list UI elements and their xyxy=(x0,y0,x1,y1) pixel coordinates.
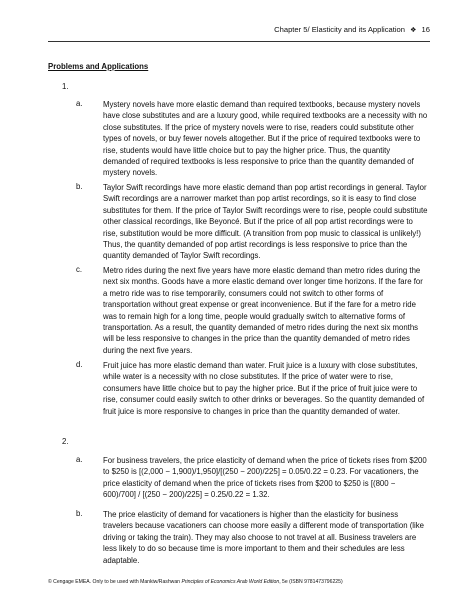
item-text: Taylor Swift recordings have more elastic demand than pop artist recordings in general. Taylor Swift recordings are a narrower market than pop artist recordings, so it is easy to find close substitutes for them. If the price of Taylor Swift recordings were to rise, people could substitute other classical recordings, like Beyoncé. But if the price of all pop artist recordings were to rise, substitution would be more difficult. (A transition from pop music to classical is unlikely!) Thus, the quantity demanded of pop artist recordings is less responsive to price than the quantity demanded of Taylor Swift recordings. xyxy=(103,183,428,261)
item-text: The price elasticity of demand for vacationers is higher than the elasticity for business travelers because vacationers can choose more easily a different mode of transportation (like driving or taking the train). They may also choose to not travel at all. Business travelers are less likely to do so because time is more important to them and their schedules are less adaptable. xyxy=(103,510,424,565)
header-rule xyxy=(48,41,430,42)
footer-suffix: , 5e (ISBN 9781473796225) xyxy=(279,579,343,585)
item-letter: c. xyxy=(76,265,83,274)
item-text: Mystery novels have more elastic demand than required textbooks, because mystery novels have close substitutes and are a luxury good, while required textbooks are a necessity with no close substitutes. If the price of mystery novels were to rise, readers could substitute other types of novels, or buy fewer novels altogether. But if the price of required textbooks were to rise, students would have little choice but to pay the higher price. Thus, the quantity demanded of required textbooks is less responsive to price than the quantity demanded of mystery novels. xyxy=(103,100,428,178)
question-number: 2. xyxy=(62,437,69,446)
chapter-title: Chapter 5/ Elasticity and its Application xyxy=(274,25,406,34)
item-letter: a. xyxy=(76,99,83,108)
footer-book-title: Principles of Economics Arab World Edition xyxy=(181,579,280,585)
item-text: Metro rides during the next five years have more elastic demand than metro rides during the next six months. Goods have a more elastic demand over longer time horizons. If the fare for a metro ride was to rise temporarily, consumers could not switch to other forms of transportation without great expense or great inconvenience. But if the fare for a metro ride was to remain high for a long time, people would gradually switch to alternative forms of transportation. As a result, the quantity demanded of metro rides during the next six months will be less responsive to changes in the price than the quantity demanded of metro rides during the next five years. xyxy=(103,266,423,355)
page-number: 16 xyxy=(421,25,430,34)
running-header xyxy=(274,25,430,34)
item-text: Fruit juice has more elastic demand than water. Fruit juice is a luxury with close substitutes, while water is a necessity with no close substitutes. If the price of water were to rise, consumers have little choice but to pay the higher price. But if the price of fruit juice were to rise, consumer could easily switch to other drinks or beverages. So the quantity demanded of fruit juice is more responsive to changes in price than the quantity demanded of water. xyxy=(103,361,425,416)
item-letter: d. xyxy=(76,360,83,369)
item-letter: a. xyxy=(76,455,83,464)
question-number: 1. xyxy=(62,82,69,91)
footer-prefix: © Cengage EMEA. Only to be used with Mankiw/Rashwan xyxy=(48,579,182,585)
item-letter: b. xyxy=(76,182,83,191)
item-letter: b. xyxy=(76,509,83,518)
item-text: For business travelers, the price elasticity of demand when the price of tickets rises from $200 to $250 is [(2,000 − 1,900)/1,950]/[(250 − 200)/225] = 0.05/0.22 = 0.23. For vacationers, the price elasticity of demand when the price of tickets rises from $200 to $250 is [(800 − 600)/700] / [(250 − 200)/225] = 0.25/0.22 = 1.32. xyxy=(103,456,427,500)
section-title: Problems and Applications xyxy=(48,62,149,71)
copyright-footer xyxy=(48,579,343,585)
diamond-icon: ❖ xyxy=(410,27,417,34)
